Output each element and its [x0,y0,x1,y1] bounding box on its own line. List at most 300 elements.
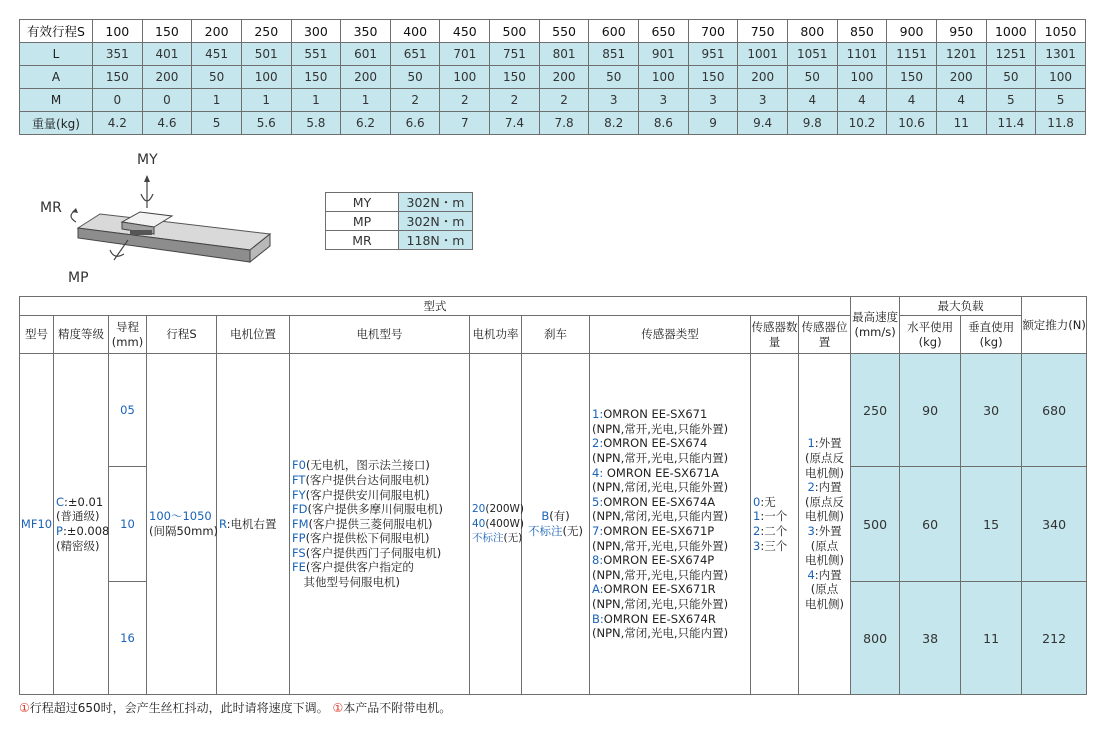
table-cell: 200 [738,66,788,89]
table-cell: 11 [936,112,986,135]
table-cell: 1301 [1036,43,1086,66]
table-cell: 50 [192,66,242,89]
table-cell: 150 [142,20,192,43]
thrust-16-cell: 212 [1022,582,1087,695]
sensor-type-option [592,612,748,627]
sensor-position-option [801,509,848,524]
thrust-05-cell: 680 [1022,354,1087,467]
motor-model-option-text: 其他型号伺服电机) [292,575,400,590]
row-label: 有效行程S [20,20,93,43]
speed-10-cell: 500 [851,467,900,582]
table-cell: 600 [589,20,639,43]
brake-header: 刹车 [522,316,590,354]
table-cell: 900 [887,20,937,43]
motor-model-option [292,560,467,575]
table-cell: 5.8 [291,112,341,135]
sensor-type-option-code: B: [592,611,604,626]
stroke-table-row-stroke [20,20,1086,43]
sensor-position-option [801,495,848,510]
table-cell: 50 [589,66,639,89]
sensor-type-option-code: 1: [592,407,604,422]
sensor-position-option-text: (原点反 [805,451,845,466]
motor-model-option-code: FE [292,560,306,575]
sensor-qty-option [753,509,796,524]
table-cell: 601 [341,43,391,66]
accuracy-option-code: C [56,494,65,509]
moment-row [326,193,473,212]
footnote [19,699,451,716]
sensor-qty-option-code: 2 [753,524,761,538]
sensor-type-option [592,597,748,612]
stroke-table-row-l [20,43,1086,66]
table-cell: 1050 [1036,20,1086,43]
motor-model-option-text: (客户提供客户指定的 [305,560,414,575]
sensor-position-option [801,553,848,568]
warning-mark-icon: ① [19,701,30,715]
table-cell: 10.2 [837,112,887,135]
vertical-05-cell: 30 [961,354,1022,467]
table-cell: 4 [837,89,887,112]
motor-model-option-text: (客户提供西门子伺服电机) [305,545,442,560]
table-cell: 2 [440,89,490,112]
motor-model-option [292,517,467,532]
lead-10-cell: 10 [109,467,147,582]
table-cell: 1 [192,89,242,112]
lead-05-cell: 05 [109,354,147,467]
motor-model-option-code: FY [292,487,306,502]
model-spec-table [19,296,1087,695]
row-label: A [20,66,93,89]
table-cell: 3 [738,89,788,112]
table-cell: 150 [291,66,341,89]
table-cell: 1001 [738,43,788,66]
table-cell: 651 [390,43,440,66]
motor-power-option-text: (400W) [485,517,524,530]
table-cell: 50 [986,66,1036,89]
sensor-position-option-text: (原点反 [805,494,845,509]
brake-option-code: B [541,509,550,524]
stroke-table-row-weight [20,112,1086,135]
sensor-type-option [592,480,748,495]
table-cell: 100 [241,66,291,89]
table-cell: 550 [539,20,589,43]
table-cell: 7.4 [490,112,540,135]
lead-header: 导程(mm) [109,316,147,354]
table-cell: 100 [93,20,143,43]
model-group-header: 型式 [20,297,851,316]
motor-model-option-text: (客户提供多摩川伺服电机) [307,502,443,517]
max-load-header: 最大负载 [900,297,1022,316]
speed-16-cell: 800 [851,582,900,695]
row-label: L [20,43,93,66]
speed-05-cell: 250 [851,354,900,467]
sensor-position-option-text: 电机侧) [805,509,845,524]
sensor-type-option-text: (NPN,常开,光电,只能外置) [592,421,729,436]
table-cell: 100 [1036,66,1086,89]
motor-model-option [292,546,467,561]
table-cell: 200 [936,66,986,89]
moment-value: 302N・m [399,212,473,231]
vertical-10-cell: 15 [961,467,1022,582]
sensor-type-cell [590,354,751,695]
table-cell: 250 [241,20,291,43]
accuracy-option-text: :±0.008 [62,524,110,538]
motor-power-option [472,502,524,517]
motor-model-option-code: F0 [292,458,306,473]
accuracy-option [56,539,106,554]
sensor-position-option [801,480,848,495]
moment-key: MY [326,193,399,212]
motor-position-header: 电机位置 [217,316,290,354]
table-cell: 7 [440,112,490,135]
table-cell: 100 [639,66,689,89]
moment-value: 118N・m [399,231,473,250]
moment-row [326,231,473,250]
sensor-type-option [592,509,748,524]
table-cell: 1101 [837,43,887,66]
sensor-position-option-text: :外置 [814,436,842,451]
sensor-type-option [592,466,748,481]
motor-power-option-code: 40 [472,517,486,530]
sensor-type-option-text: OMRON EE-SX671A [603,465,719,480]
horizontal-load-header: 水平使用(kg) [900,316,961,354]
table-cell: 950 [936,20,986,43]
motor-power-header: 电机功率 [470,316,522,354]
sensor-type-option-text: OMRON EE-SX671R [603,582,716,597]
table-cell: 10.6 [887,112,937,135]
table-cell: 851 [589,43,639,66]
accuracy-cell [54,354,109,695]
table-cell: 3 [688,89,738,112]
sensor-type-option [592,451,748,466]
table-cell: 200 [341,66,391,89]
table-cell: 751 [490,43,540,66]
sensor-type-option-text: OMRON EE-SX674P [603,553,715,568]
table-cell: 100 [440,66,490,89]
stroke-table-row-a [20,66,1086,89]
footnote-text-2: 本产品不附带电机。 [343,701,452,715]
sensor-position-option [801,568,848,583]
sensor-position-option-text: (原点 [810,538,839,553]
motor-model-option [292,458,467,473]
sensor-type-option [592,524,748,539]
table-cell: 200 [192,20,242,43]
sensor-qty-option-code: 1 [753,509,761,524]
motor-position-cell [217,354,290,695]
motor-model-option [292,575,467,590]
sensor-position-option [801,466,848,481]
moment-diagram [30,150,300,290]
sensor-position-option-text: 电机侧) [805,596,845,611]
table-cell: 1000 [986,20,1036,43]
table-cell: 5.6 [241,112,291,135]
sensor-qty-option-text: :三个 [760,538,788,553]
sensor-type-option [592,422,748,437]
sensor-type-option [592,436,748,451]
sensor-type-option-text: (NPN,常闭,光电,只能外置) [592,480,729,495]
table-cell: 451 [192,43,242,66]
vertical-16-cell: 11 [961,582,1022,695]
motor-model-option-text: (客户提供松下伺服电机) [305,531,430,546]
table-cell: 501 [241,43,291,66]
sensor-position-option [801,524,848,539]
sensor-type-option [592,539,748,554]
table-cell: 9.4 [738,112,788,135]
table-cell: 4 [887,89,937,112]
lead-16-cell: 16 [109,582,147,695]
thrust-10-cell: 340 [1022,467,1087,582]
motor-model-header: 电机型号 [290,316,470,354]
sensor-position-option-text: :内置 [814,480,842,495]
table-cell: 1251 [986,43,1036,66]
table-cell: 1051 [787,43,837,66]
sensor-type-option-text: (NPN,常闭,光电,只能内置) [592,626,729,641]
moment-row [326,212,473,231]
sensor-type-option-text: OMRON EE-SX674 [603,436,708,451]
mr-axis-label: MR [40,200,62,216]
table-cell: 4 [936,89,986,112]
moment-value: 302N・m [399,193,473,212]
sensor-position-option [801,539,848,554]
sensor-type-option [592,626,748,641]
sensor-qty-option-code: 3 [753,538,761,553]
moment-key: MP [326,212,399,231]
sensor-type-header: 传感器类型 [590,316,751,354]
table-cell: 200 [142,66,192,89]
table-cell: 1 [291,89,341,112]
sensor-position-option [801,451,848,466]
table-cell: 8.2 [589,112,639,135]
table-cell: 850 [837,20,887,43]
table-cell: 4.2 [93,112,143,135]
table-cell: 50 [787,66,837,89]
sensor-type-option-code: 2: [592,436,604,451]
table-cell: 1151 [887,43,937,66]
brake-option [524,509,587,524]
table-cell: 351 [93,43,143,66]
row-label: 重量(kg) [20,112,93,135]
sensor-position-option [801,597,848,612]
accuracy-option-code: P [56,524,63,538]
horizontal-05-cell: 90 [900,354,961,467]
motor-power-option-code: 不标注 [472,532,504,545]
sensor-qty-option-text: :一个 [760,509,788,524]
sensor-type-option-text: (NPN,常闭,光电,只能内置) [592,509,729,524]
table-cell: 350 [341,20,391,43]
table-cell: 700 [688,20,738,43]
sensor-position-cell [799,354,851,695]
sensor-qty-option-text: :二个 [760,524,788,538]
sensor-type-option-text: OMRON EE-SX674A [603,494,716,509]
table-cell: 200 [539,66,589,89]
table-cell: 650 [639,20,689,43]
motor-position-text: :电机右置 [226,516,277,531]
table-cell: 0 [93,89,143,112]
sensor-position-option-text: :外置 [814,524,842,538]
brake-option-code: 不标注 [528,524,563,538]
motor-model-option [292,473,467,488]
accuracy-option [56,509,106,524]
horizontal-16-cell: 38 [900,582,961,695]
sensor-position-option-text: 电机侧) [805,465,845,480]
table-cell: 4.6 [142,112,192,135]
stroke-spec-table [19,19,1086,135]
table-cell: 9 [688,112,738,135]
sensor-qty-option-code: 0 [753,494,761,509]
sensor-type-option-text: (NPN,常开,光电,只能外置) [592,538,729,553]
table-cell: 551 [291,43,341,66]
warning-mark-icon: ① [332,701,344,715]
table-cell: 5 [192,112,242,135]
table-cell: 3 [639,89,689,112]
table-cell: 11.4 [986,112,1036,135]
sensor-type-option-code: 7: [592,524,604,538]
allowable-moment-table [325,192,473,250]
brake-option-text: (无) [562,524,583,538]
table-cell: 400 [390,20,440,43]
table-cell: 9.8 [787,112,837,135]
motor-model-option-text: (客户提供三菱伺服电机) [308,516,433,531]
sensor-qty-option [753,524,796,539]
sensor-type-option-text: (NPN,常开,光电,只能内置) [592,451,729,466]
horizontal-10-cell: 60 [900,467,961,582]
sensor-type-option-text: OMRON EE-SX671 [603,407,708,422]
table-cell: 2 [490,89,540,112]
sensor-type-option-code: 4: [592,465,604,480]
accuracy-option-text: :±0.01 [64,494,104,509]
motor-power-option [472,517,524,532]
sensor-position-option [801,436,848,451]
table-cell: 801 [539,43,589,66]
motor-model-option-text: (客户提供台达伺服电机) [305,472,430,487]
table-cell: 11.8 [1036,112,1086,135]
motor-position-code: R [219,516,227,531]
motor-model-option [292,531,467,546]
sensor-type-option-text: (NPN,常闭,光电,只能外置) [592,596,729,611]
table-cell: 951 [688,43,738,66]
vertical-load-header: 垂直使用(kg) [961,316,1022,354]
sensor-type-option [592,407,748,422]
accuracy-option-text: (普通级) [56,509,100,524]
brake-option-text: (有) [549,509,570,524]
stroke-cell [147,354,217,695]
motor-model-option [292,488,467,503]
moment-key: MR [326,231,399,250]
motor-model-option-code: FT [292,472,306,487]
table-cell: 150 [688,66,738,89]
accuracy-option [56,524,110,539]
table-cell: 901 [639,43,689,66]
row-label: M [20,89,93,112]
sensor-type-option-code: A: [592,582,604,597]
table-cell: 5 [1036,89,1086,112]
table-cell: 2 [390,89,440,112]
brake-option [524,524,587,539]
sensor-position-option-code: 4 [807,567,815,582]
table-cell: 150 [490,66,540,89]
stroke-range: 100～1050 [149,509,212,524]
stroke-table-row-m [20,89,1086,112]
sensor-qty-option-text: :无 [760,494,776,509]
table-cell: 6.2 [341,112,391,135]
table-cell: 450 [440,20,490,43]
mp-axis-label: MP [68,270,89,286]
table-cell: 150 [93,66,143,89]
motor-model-option-code: FD [292,502,308,517]
sensor-qty-option [753,495,796,510]
table-cell: 100 [837,66,887,89]
accuracy-option [56,495,106,510]
accuracy-header: 精度等级 [54,316,109,354]
my-axis-label: MY [137,152,158,168]
sensor-type-option [592,495,748,510]
motor-model-option-code: FM [292,516,309,531]
table-cell: 401 [142,43,192,66]
rated-thrust-header: 额定推力(N) [1022,297,1087,354]
motor-model-option-text: (无电机，图示法兰接口) [305,458,430,473]
motor-power-option-text: (200W) [485,503,524,516]
brake-cell [522,354,590,695]
table-cell: 5 [986,89,1036,112]
stroke-header: 行程S [147,316,217,354]
table-cell: 2 [539,89,589,112]
table-cell: 50 [390,66,440,89]
sensor-position-header: 传感器位置 [799,316,851,354]
table-cell: 4 [787,89,837,112]
table-cell: 701 [440,43,490,66]
table-cell: 750 [738,20,788,43]
motor-power-cell [470,354,522,695]
sensor-type-option-text: (NPN,常开,光电,只能内置) [592,567,729,582]
table-cell: 300 [291,20,341,43]
table-cell: 0 [142,89,192,112]
table-cell: 8.6 [639,112,689,135]
sensor-qty-header: 传感器数量 [751,316,799,354]
motor-model-option-code: FP [292,531,306,546]
motor-model-option-code: FS [292,545,306,560]
sensor-position-option-code: 2 [807,480,815,495]
sensor-type-option-text: OMRON EE-SX671P [603,524,715,538]
sensor-type-option [592,582,748,597]
table-cell: 1 [341,89,391,112]
motor-power-option-code: 20 [472,503,486,516]
sensor-position-option-code: 1 [807,436,815,451]
sensor-type-option-code: 5: [592,494,604,509]
motor-model-cell [290,354,470,695]
table-cell: 1 [241,89,291,112]
sensor-position-option-text: :内置 [814,567,842,582]
accuracy-option-text: (精密级) [56,538,100,553]
actuator-drawing [30,150,300,290]
motor-model-option-text: (客户提供安川伺服电机) [305,487,430,502]
model-cell: MF10 [20,354,54,695]
motor-power-option-text: (无) [503,532,523,545]
motor-power-option [472,531,523,546]
table-cell: 800 [787,20,837,43]
table-cell: 1201 [936,43,986,66]
sensor-position-option [801,582,848,597]
stroke-interval: (间隔50mm) [149,524,219,538]
max-speed-header: 最高速度(mm/s) [851,297,900,354]
sensor-type-option-text: OMRON EE-SX674R [603,611,716,626]
model-header: 型号 [20,316,54,354]
sensor-type-option [592,568,748,583]
sensor-position-option-text: 电机侧) [805,553,845,568]
table-cell: 6.6 [390,112,440,135]
footnote-text-1: 行程超过650时，会产生丝杠抖动，此时请将速度下调。 [29,701,329,715]
sensor-position-option-code: 3 [807,524,815,538]
motor-model-option [292,502,467,517]
